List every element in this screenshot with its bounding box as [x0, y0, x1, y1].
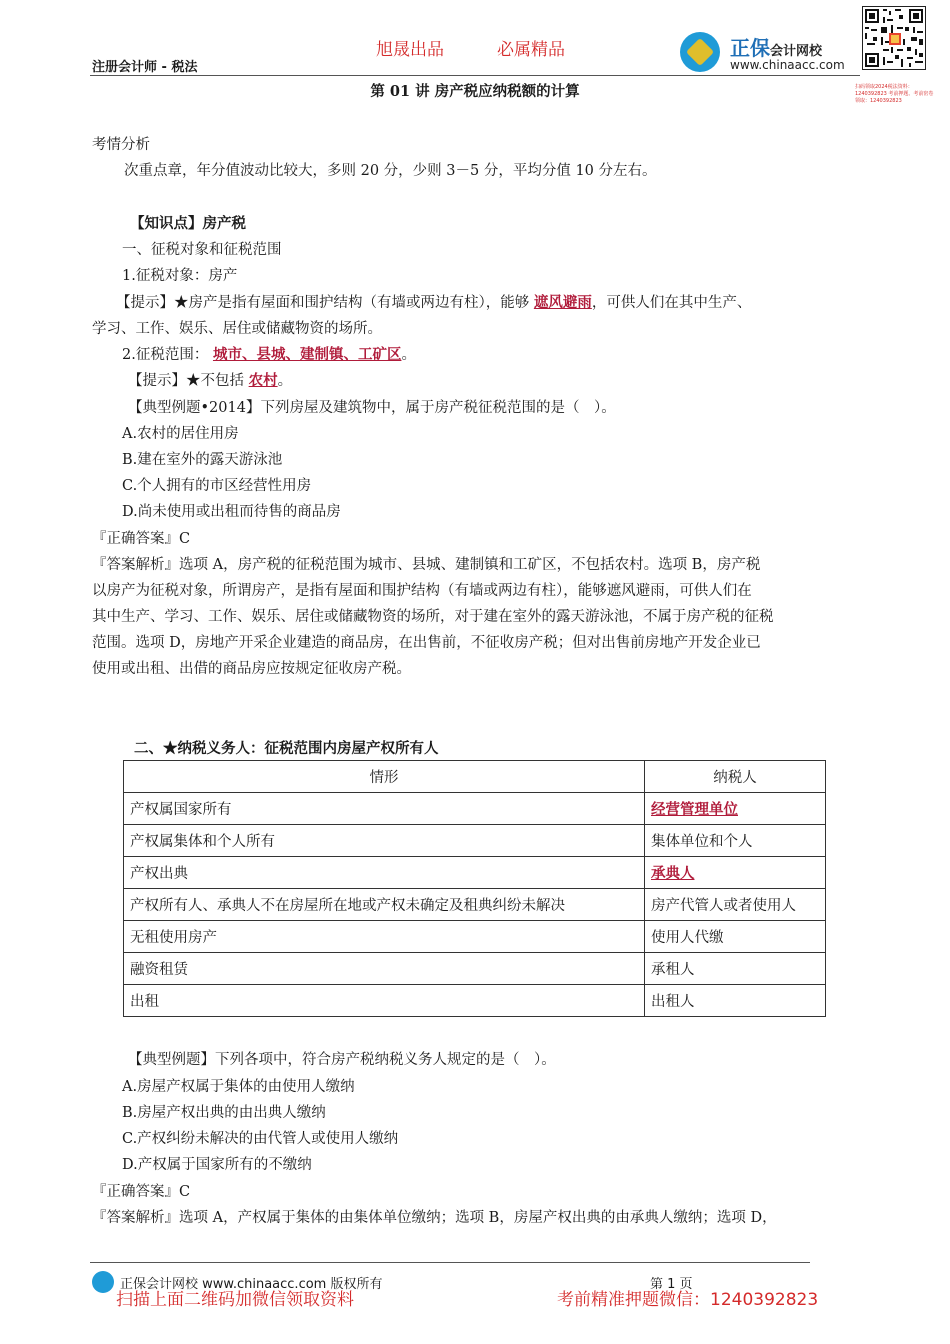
logo-subtitle: 会计网校 [770, 44, 823, 59]
chinaacc-logo [680, 30, 860, 74]
taxpayer-highlight: 承典人 [651, 865, 695, 882]
tip1-line2: 学习、工作、娱乐、居住或储藏物资的场所。 [92, 321, 382, 337]
footer-logo-icon [92, 1271, 114, 1293]
tip2-text: 【提示】★不包括 [128, 373, 244, 389]
section1-heading: 一、征税对象和征税范围 [122, 242, 282, 258]
table-row [124, 825, 826, 857]
column-header-case: 情形 [124, 761, 645, 793]
table-row [124, 953, 826, 985]
example1-option-c: C.个人拥有的市区经营性用房 [122, 478, 312, 494]
example1-analysis-line: 『答案解析』选项 A，房产税的征税范围为城市、县城、建制镇和工矿区，不包括农村。选项 B，房产税 [92, 557, 761, 573]
example1-answer: 『正确答案』C [92, 531, 191, 547]
case-cell: 无租使用房产 [124, 921, 645, 953]
example1-option-b: B.建在室外的露天游泳池 [122, 452, 283, 468]
tip1-highlight: 遮风避雨 [533, 294, 592, 311]
logo-emblem-icon [680, 32, 720, 72]
example1-option-d: D.尚未使用或出租而待售的商品房 [122, 504, 341, 520]
tax-scope-label: 2.征税范围： [122, 347, 209, 363]
tip1-text-cont: ，可供人们在其中生产、 [591, 295, 752, 311]
tax-scope-end: 。 [401, 347, 416, 363]
example2-analysis: 『答案解析』选项 A，产权属于集体的由集体单位缴纳；选项 B，房屋产权出典的由承典人缴纳；选项 D， [92, 1210, 777, 1226]
case-cell: 产权属集体和个人所有 [124, 825, 645, 857]
example2-option-d: D.产权属于国家所有的不缴纳 [122, 1157, 312, 1173]
table-row [124, 857, 826, 889]
logo-url: www.chinaacc.com [730, 58, 845, 72]
footer-promo-right: 考前精准押题微信：1240392823 [557, 1290, 819, 1310]
table-row [124, 921, 826, 953]
knowledge-heading: 【知识点】房产税 [130, 215, 246, 232]
tax-scope-line [122, 343, 416, 364]
table-header-row [124, 761, 826, 793]
logo-name: 正保 [730, 36, 770, 60]
case-cell: 产权所有人、承典人不在房屋所在地或产权未确定及租典纠纷未解决 [124, 889, 645, 921]
lecture-title: 第 01 讲 房产税应纳税额的计算 [370, 83, 580, 100]
case-cell: 出租 [124, 985, 645, 1017]
tip1-text: 【提示】★房产是指有屋面和围护结构（有墙或两边有柱），能够 [116, 295, 530, 311]
header-slogan-right: 必属精品 [497, 40, 565, 60]
taxpayer-cell: 房产代管人或者使用人 [645, 889, 826, 921]
tax-object: 1.征税对象：房产 [122, 268, 238, 284]
taxpayer-table [123, 760, 826, 1017]
tax-scope-highlight: 城市、县城、建制镇、工矿区 [212, 346, 402, 363]
page-number: 第 1 页 [650, 1277, 693, 1292]
table-row [124, 985, 826, 1017]
taxpayer-highlight: 经营管理单位 [651, 801, 738, 818]
taxpayer-cell: 使用人代缴 [645, 921, 826, 953]
example2-option-a: A.房屋产权属于集体的由使用人缴纳 [122, 1079, 355, 1095]
example2-option-c: C.产权纠纷未解决的由代管人或使用人缴纳 [122, 1131, 399, 1147]
analysis-text: 次重点章，年分值波动比较大，多则 20 分，少则 3－5 分，平均分值 10 分左右。 [124, 163, 657, 179]
example1-option-a: A.农村的居住用房 [122, 426, 239, 442]
footer-promo-left: 扫描上面二维码加微信领取资料 [116, 1290, 354, 1310]
example1-analysis-line: 以房产为征税对象，所谓房产，是指有屋面和围护结构（有墙或两边有柱），能够遮风避雨，可供人们在 [92, 583, 752, 599]
course-name: 注册会计师 - 税法 [92, 60, 198, 75]
taxpayer-cell [645, 857, 826, 889]
example2-question: 【典型例题】下列各项中，符合房产税纳税义务人规定的是（ ）。 [128, 1052, 556, 1068]
header-slogan-left: 旭晟出品 [376, 40, 444, 60]
case-cell: 产权出典 [124, 857, 645, 889]
example1-question: 【典型例题•2014】下列房屋及建筑物中，属于房产税征税范围的是（ ）。 [128, 400, 616, 416]
tip1-line [116, 291, 751, 312]
example2-option-b: B.房屋产权出典的由出典人缴纳 [122, 1105, 326, 1121]
qr-code-icon [862, 6, 926, 70]
taxpayer-cell: 承租人 [645, 953, 826, 985]
tip2-line [128, 369, 292, 390]
tip2-highlight: 农村 [248, 372, 278, 389]
example1-analysis-line: 使用或出租、出借的商品房应按规定征收房产税。 [92, 661, 411, 677]
example1-analysis-line: 其中生产、学习、工作、娱乐、居住或储藏物资的场所，对于建在室外的露天游泳池，不属于房产税的征税 [92, 609, 774, 625]
taxpayer-cell: 出租人 [645, 985, 826, 1017]
header-divider [90, 75, 860, 76]
taxpayer-cell: 集体单位和个人 [645, 825, 826, 857]
footer-copyright: 正保会计网校 www.chinaacc.com 版权所有 [120, 1277, 383, 1292]
qr-caption: 扫码领取2024税法资料：1240392823 考前押题、考前密卷领取：1240392823 [855, 84, 934, 104]
example1-analysis-line: 范围。选项 D，房地产开采企业建造的商品房，在出售前，不征收房产税；但对出售前房地产开发企业已 [92, 635, 761, 651]
example2-answer: 『正确答案』C [92, 1184, 191, 1200]
footer-divider [90, 1262, 810, 1263]
column-header-taxpayer: 纳税人 [645, 761, 826, 793]
tip2-end: 。 [277, 373, 293, 389]
case-cell: 融资租赁 [124, 953, 645, 985]
taxpayer-cell [645, 793, 826, 825]
section2-heading: 二、★纳税义务人：征税范围内房屋产权所有人 [134, 740, 439, 757]
analysis-heading: 考情分析 [92, 137, 150, 153]
case-cell: 产权属国家所有 [124, 793, 645, 825]
table-row [124, 793, 826, 825]
table-row [124, 889, 826, 921]
